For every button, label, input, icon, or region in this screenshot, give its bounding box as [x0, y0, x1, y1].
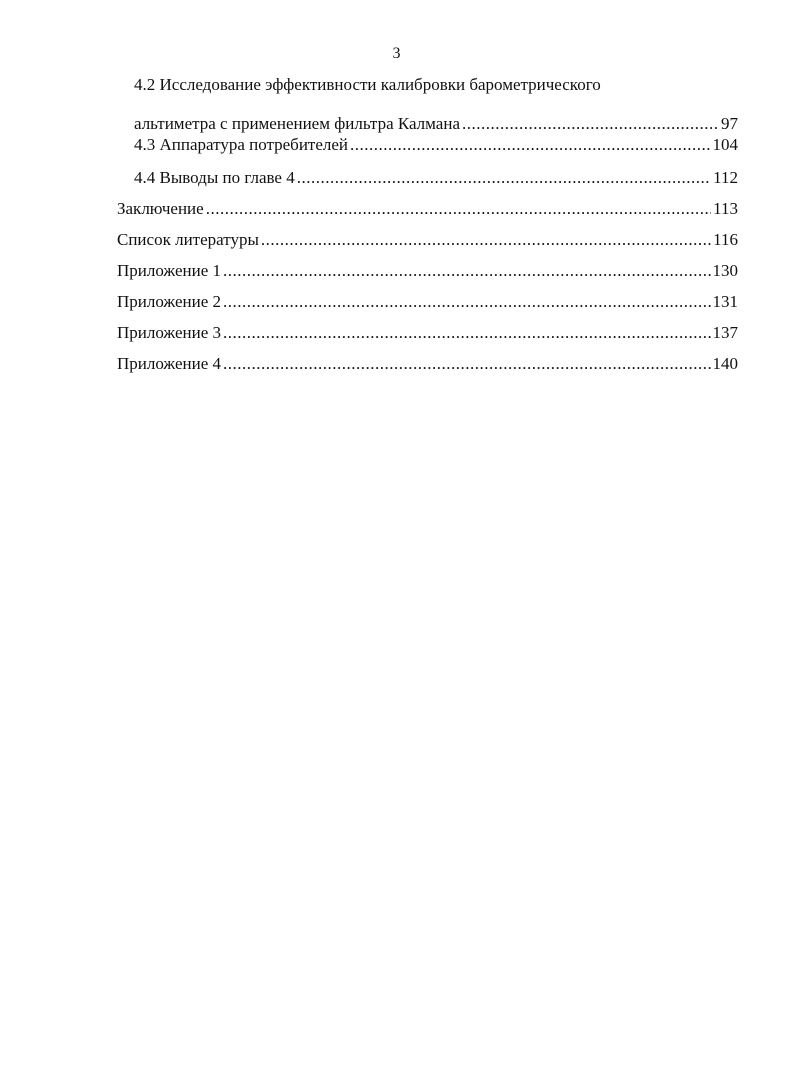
dot-leader — [223, 322, 711, 344]
toc-entry-title: Заключение — [117, 199, 204, 218]
toc-entry-appendix-2[interactable] — [117, 291, 738, 313]
toc-entry-title-line2: альтиметра с применением фильтра Калмана — [134, 114, 460, 133]
toc-entry-appendix-4[interactable] — [117, 353, 738, 375]
toc-entry-title: Приложение 3 — [117, 323, 221, 342]
toc-entry-conclusion[interactable] — [117, 198, 738, 220]
toc-entry-title: Приложение 2 — [117, 292, 221, 311]
toc-entry-title: 4.4 Выводы по главе 4 — [134, 168, 295, 187]
toc-entry-4-2[interactable] — [134, 74, 738, 135]
toc-entry-page: 130 — [712, 261, 738, 280]
dot-leader — [462, 113, 719, 135]
dot-leader — [206, 198, 711, 220]
dot-leader — [350, 134, 710, 156]
dot-leader — [261, 229, 711, 251]
toc-entry-title-line1: 4.2 Исследование эффективности калибровки барометрического — [134, 75, 601, 94]
page-number: 3 — [392, 45, 401, 62]
toc-entry-page: 116 — [713, 230, 738, 249]
dot-leader — [223, 291, 711, 313]
toc-entry-appendix-1[interactable] — [117, 260, 738, 282]
toc-entry-page: 131 — [712, 292, 738, 311]
dot-leader — [223, 353, 711, 375]
toc-entry-title: Приложение 1 — [117, 261, 221, 280]
toc-entry-title: 4.3 Аппаратура потребителей — [134, 135, 349, 154]
dot-leader — [223, 260, 711, 282]
toc-entry-4-4[interactable] — [134, 167, 738, 189]
toc-entry-references[interactable] — [117, 229, 738, 251]
toc-entry-page: 137 — [712, 323, 738, 342]
toc-entry-4-3[interactable] — [134, 134, 738, 156]
toc-entry-page: 140 — [712, 354, 738, 373]
dot-leader — [297, 167, 711, 189]
toc-entry-page: 97 — [721, 114, 738, 133]
toc-entry-title: Приложение 4 — [117, 354, 221, 373]
toc-entry-appendix-3[interactable] — [117, 322, 738, 344]
toc-entry-page: 112 — [713, 168, 738, 187]
toc-entry-title: Список литературы — [117, 230, 259, 249]
toc-entry-page: 113 — [713, 199, 738, 218]
toc-entry-page: 104 — [712, 135, 738, 154]
